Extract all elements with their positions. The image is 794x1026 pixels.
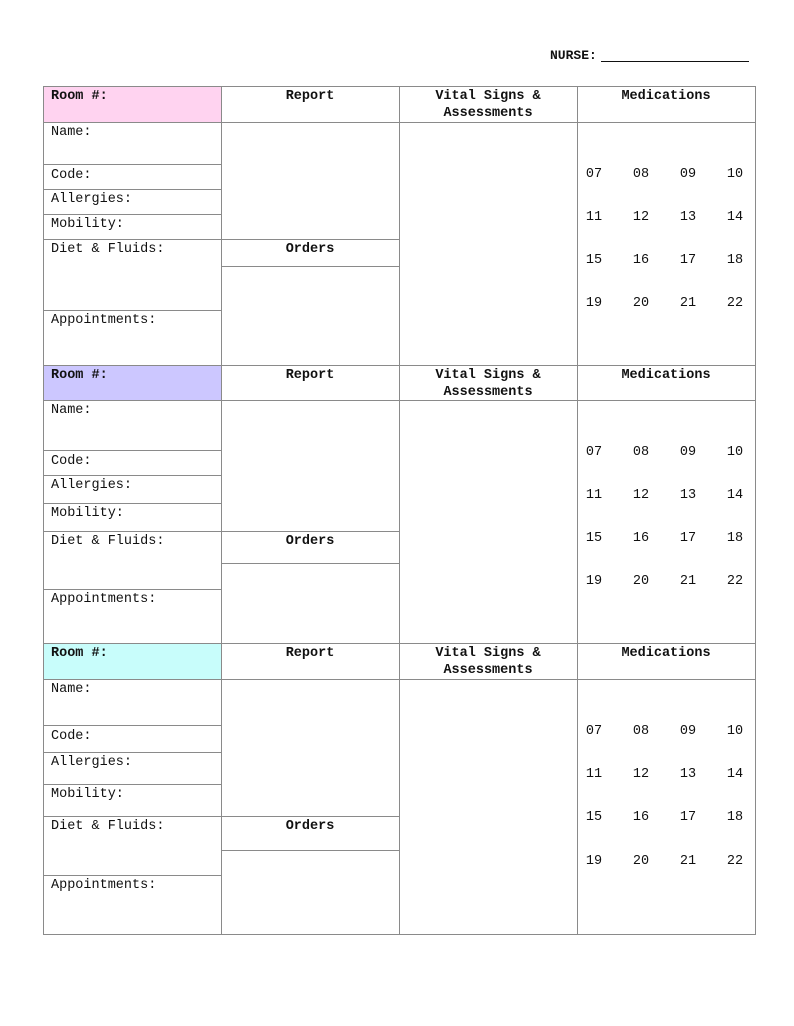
med-hour-22[interactable]: 22 <box>726 296 744 311</box>
med-hour-19[interactable]: 19 <box>585 296 603 311</box>
code-label-1: Code: <box>51 168 92 183</box>
code-bottom-line <box>43 475 222 476</box>
med-hour-09[interactable]: 09 <box>679 445 697 460</box>
med-hour-15[interactable]: 15 <box>585 253 603 268</box>
med-hour-21[interactable]: 21 <box>679 854 697 869</box>
column-line <box>43 365 44 644</box>
mobility-label-2: Mobility: <box>51 506 124 521</box>
allergies-bottom-line <box>43 214 222 215</box>
medications-header-2: Medications <box>621 368 711 383</box>
name-label-2: Name: <box>51 403 92 418</box>
med-hour-12[interactable]: 12 <box>632 488 650 503</box>
med-hour-17[interactable]: 17 <box>679 810 697 825</box>
assessments-header-3: Assessments <box>443 663 533 678</box>
med-hour-14[interactable]: 14 <box>726 488 744 503</box>
name-label-3: Name: <box>51 682 92 697</box>
med-hour-13[interactable]: 13 <box>679 767 697 782</box>
mobility-label-3: Mobility: <box>51 787 124 802</box>
appointments-label-3: Appointments: <box>51 878 157 893</box>
appointments-top-line <box>43 310 222 311</box>
allergies-label-1: Allergies: <box>51 192 133 207</box>
name-bottom-line <box>43 450 222 451</box>
orders-header-line <box>221 850 400 851</box>
column-line <box>399 643 400 935</box>
room-number-label-3: Room #: <box>51 646 108 661</box>
column-line <box>577 86 578 366</box>
med-hour-08[interactable]: 08 <box>632 724 650 739</box>
med-hour-09[interactable]: 09 <box>679 724 697 739</box>
code-bottom-line <box>43 752 222 753</box>
column-line <box>43 643 44 935</box>
med-hour-18[interactable]: 18 <box>726 531 744 546</box>
code-label-2: Code: <box>51 454 92 469</box>
column-line <box>577 365 578 644</box>
column-line <box>221 365 222 644</box>
med-hour-07[interactable]: 07 <box>585 167 603 182</box>
column-line <box>43 86 44 366</box>
med-hour-14[interactable]: 14 <box>726 767 744 782</box>
medications-header-1: Medications <box>621 89 711 104</box>
vitals-header-1: Vital Signs & <box>435 89 541 104</box>
allergies-bottom-line <box>43 503 222 504</box>
report-header-3: Report <box>285 646 335 661</box>
column-line <box>755 643 756 935</box>
column-line <box>577 643 578 935</box>
med-hour-16[interactable]: 16 <box>632 810 650 825</box>
med-hour-09[interactable]: 09 <box>679 167 697 182</box>
appointments-label-1: Appointments: <box>51 313 157 328</box>
med-hour-13[interactable]: 13 <box>679 210 697 225</box>
med-hour-20[interactable]: 20 <box>632 574 650 589</box>
nurse-name-line[interactable] <box>601 61 749 62</box>
orders-header-3: Orders <box>285 819 335 834</box>
assessments-header-1: Assessments <box>443 106 533 121</box>
assessments-header-2: Assessments <box>443 385 533 400</box>
med-hour-15[interactable]: 15 <box>585 531 603 546</box>
orders-header-line <box>221 563 400 564</box>
med-hour-11[interactable]: 11 <box>585 210 603 225</box>
med-hour-16[interactable]: 16 <box>632 531 650 546</box>
report-header-1: Report <box>285 89 335 104</box>
column-line <box>221 86 222 366</box>
med-hour-18[interactable]: 18 <box>726 253 744 268</box>
vitals-header-3: Vital Signs & <box>435 646 541 661</box>
allergies-label-3: Allergies: <box>51 755 133 770</box>
allergies-bottom-line <box>43 784 222 785</box>
med-hour-19[interactable]: 19 <box>585 854 603 869</box>
med-hour-17[interactable]: 17 <box>679 531 697 546</box>
med-hour-10[interactable]: 10 <box>726 445 744 460</box>
appointments-label-2: Appointments: <box>51 592 157 607</box>
med-hour-07[interactable]: 07 <box>585 445 603 460</box>
med-hour-14[interactable]: 14 <box>726 210 744 225</box>
med-hour-21[interactable]: 21 <box>679 574 697 589</box>
orders-header-2: Orders <box>285 534 335 549</box>
med-hour-08[interactable]: 08 <box>632 445 650 460</box>
med-hour-12[interactable]: 12 <box>632 210 650 225</box>
appointments-top-line <box>43 589 222 590</box>
allergies-label-2: Allergies: <box>51 478 133 493</box>
med-hour-20[interactable]: 20 <box>632 854 650 869</box>
name-bottom-line <box>43 164 222 165</box>
med-hour-10[interactable]: 10 <box>726 167 744 182</box>
column-line <box>399 365 400 644</box>
mobility-label-1: Mobility: <box>51 217 124 232</box>
med-hour-19[interactable]: 19 <box>585 574 603 589</box>
report-header-2: Report <box>285 368 335 383</box>
code-label-3: Code: <box>51 729 92 744</box>
diet-fluids-label-2: Diet & Fluids: <box>51 534 165 549</box>
med-hour-10[interactable]: 10 <box>726 724 744 739</box>
diet-fluids-label-1: Diet & Fluids: <box>51 242 165 257</box>
room-number-label-2: Room #: <box>51 368 108 383</box>
appointments-top-line <box>43 875 222 876</box>
med-hour-15[interactable]: 15 <box>585 810 603 825</box>
med-hour-22[interactable]: 22 <box>726 574 744 589</box>
name-bottom-line <box>43 725 222 726</box>
column-line <box>399 86 400 366</box>
med-hour-16[interactable]: 16 <box>632 253 650 268</box>
med-hour-07[interactable]: 07 <box>585 724 603 739</box>
column-line <box>755 86 756 366</box>
medications-header-3: Medications <box>621 646 711 661</box>
med-hour-11[interactable]: 11 <box>585 767 603 782</box>
code-bottom-line <box>43 189 222 190</box>
name-label-1: Name: <box>51 125 92 140</box>
column-line <box>221 643 222 935</box>
column-line <box>755 365 756 644</box>
med-hour-08[interactable]: 08 <box>632 167 650 182</box>
vitals-header-2: Vital Signs & <box>435 368 541 383</box>
med-hour-22[interactable]: 22 <box>726 854 744 869</box>
orders-header-line <box>221 266 400 267</box>
med-hour-20[interactable]: 20 <box>632 296 650 311</box>
diet-fluids-label-3: Diet & Fluids: <box>51 819 165 834</box>
nurse-label: NURSE: <box>550 48 597 63</box>
med-hour-11[interactable]: 11 <box>585 488 603 503</box>
med-hour-17[interactable]: 17 <box>679 253 697 268</box>
orders-header-1: Orders <box>285 242 335 257</box>
med-hour-21[interactable]: 21 <box>679 296 697 311</box>
med-hour-13[interactable]: 13 <box>679 488 697 503</box>
room-number-label-1: Room #: <box>51 89 108 104</box>
med-hour-18[interactable]: 18 <box>726 810 744 825</box>
med-hour-12[interactable]: 12 <box>632 767 650 782</box>
